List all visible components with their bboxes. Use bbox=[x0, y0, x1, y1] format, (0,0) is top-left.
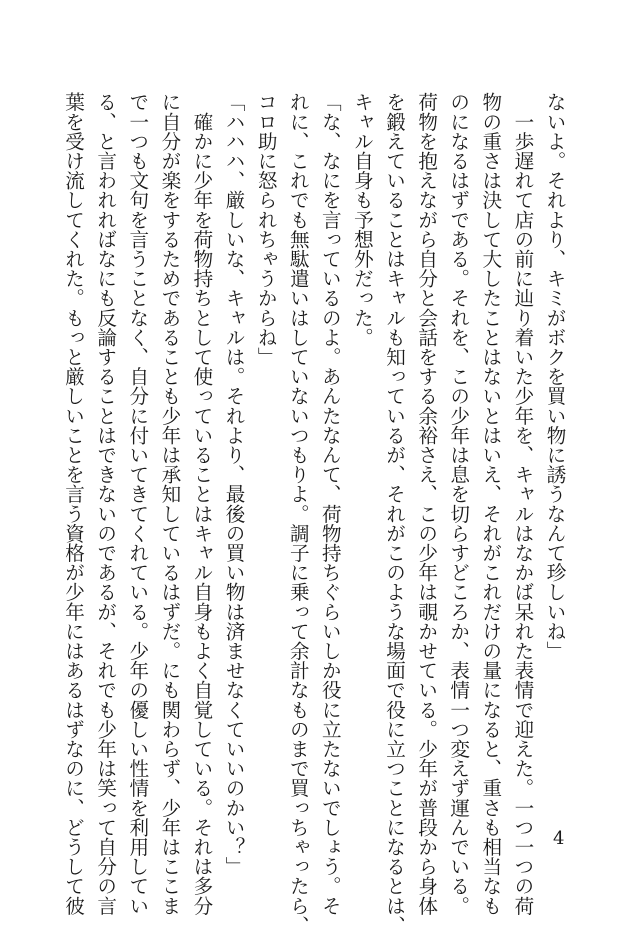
text-line: ないよ。それより、キミがボクを買い物に誘うなんて珍しいね」 bbox=[543, 92, 566, 661]
text-line: に自分が楽をするためであることも少年は承知しているはずだ。にも関わらず、少年はここま bbox=[157, 92, 181, 916]
text-line: で一つも文句を言うことなく、自分に付いてきてくれている。少年の優しい性情を利用してい bbox=[125, 92, 149, 916]
text-line: 「な、なにを言っているのよ。あんたなんて、荷物持ちぐらいしか役に立たないでしょう。そ bbox=[318, 92, 342, 916]
body-text bbox=[61, 92, 570, 935]
text-line: る、と言われればなにも反論することはできないのであるが、それでも少年は笑って自分の言 bbox=[93, 92, 117, 916]
text-line: コロ助に怒られちゃうからね」 bbox=[254, 92, 278, 367]
text-line: 一歩遅れて店の前に辿り着いた少年を、キャルはなかば呆れた表情で迎えた。一つ一つの荷 bbox=[510, 92, 534, 916]
text-line: れに、これでも無駄遣いはしていないつもりよ。調子に乗って余計なものまで買っちゃったら、 bbox=[286, 92, 310, 935]
text-line: 荷物を抱えながら自分と会話をする余裕さえ、この少年は覗かせている。少年が普段から身体 bbox=[414, 92, 438, 916]
text-line: 葉を受け流してくれた。もっと厳しいことを言う資格が少年にはあるはずなのに、どうして彼 bbox=[61, 92, 85, 916]
text-line: のになるはずである。それを、この少年は息を切らすどころか、表情一つ変えず運んでいる。 bbox=[446, 92, 470, 916]
text-line: を鍛えていることはキャルも知っているが、それがこのような場面で役に立つことになるとは、 bbox=[382, 92, 406, 935]
text-line: 確かに少年を荷物持ちとして使っていることはキャル自身もよく自覚している。それは多分 bbox=[189, 92, 213, 916]
text-line: 物の重さは決して大したことはないとはいえ、それがこれだけの量になると、重さも相当なも bbox=[478, 92, 502, 916]
text-line: 「ハハハ、厳しいな、キャルは。それより、最後の買い物は済ませなくていいのかい？」 bbox=[222, 92, 246, 876]
text-line: キャル自身も予想外だった。 bbox=[350, 92, 374, 347]
page-number: 4 bbox=[553, 828, 565, 849]
